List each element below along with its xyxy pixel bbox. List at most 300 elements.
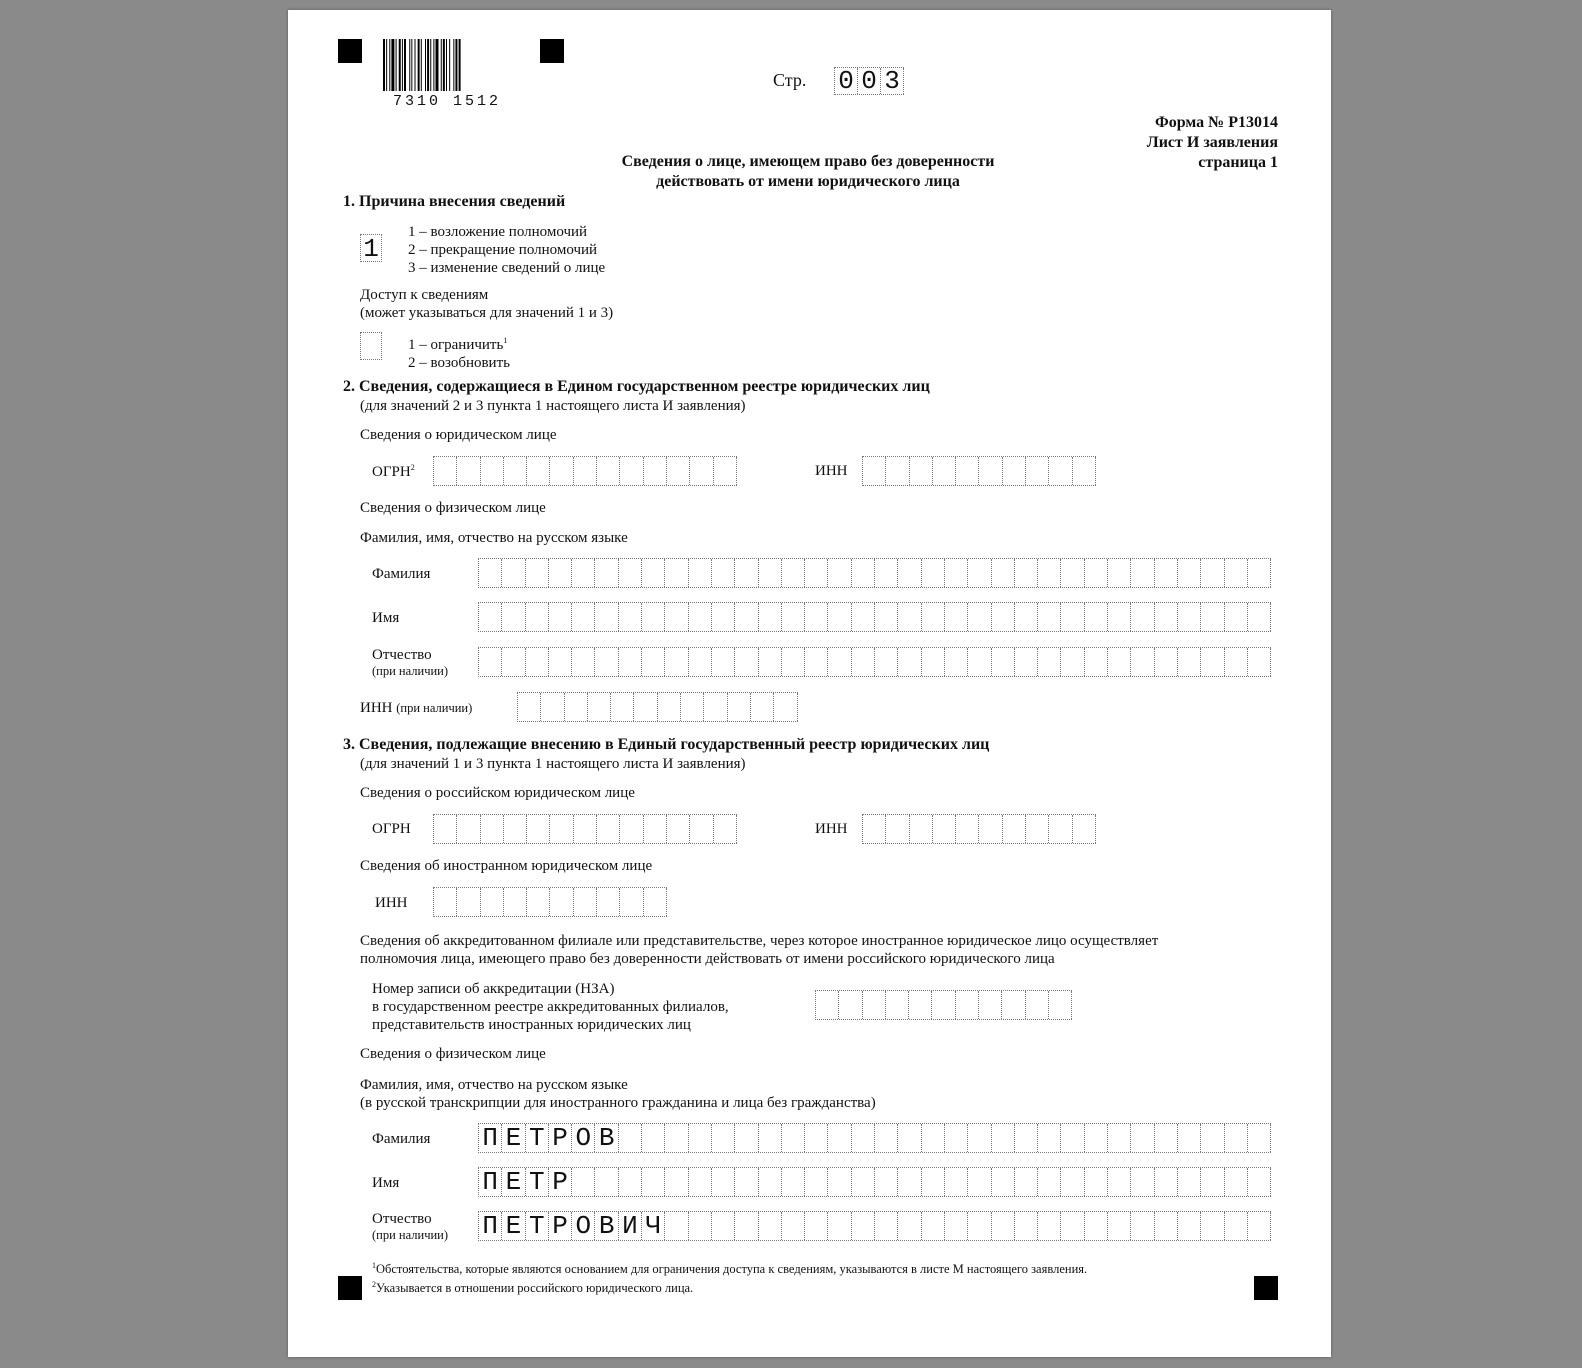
- input-cell[interactable]: [728, 693, 751, 721]
- input-cell[interactable]: [502, 559, 525, 587]
- input-cell[interactable]: [714, 815, 737, 843]
- input-cell[interactable]: [620, 457, 643, 485]
- input-cell[interactable]: [1085, 1124, 1108, 1152]
- input-cell[interactable]: [735, 603, 758, 631]
- input-cell[interactable]: [898, 559, 921, 587]
- input-cell[interactable]: В: [595, 1212, 618, 1240]
- input-cell[interactable]: [875, 1124, 898, 1152]
- input-cell[interactable]: [1248, 603, 1271, 631]
- input-cell[interactable]: [1108, 1168, 1131, 1196]
- input-cell[interactable]: О: [572, 1212, 595, 1240]
- input-cell[interactable]: [1108, 648, 1131, 676]
- input-cell[interactable]: [898, 603, 921, 631]
- input-cell[interactable]: [922, 1212, 945, 1240]
- input-cell[interactable]: [644, 457, 667, 485]
- input-cell[interactable]: [1225, 1124, 1248, 1152]
- input-cell[interactable]: [956, 815, 979, 843]
- input-cell[interactable]: [1038, 559, 1061, 587]
- input-cell[interactable]: Т: [526, 1124, 549, 1152]
- input-cell[interactable]: [541, 693, 564, 721]
- input-cell[interactable]: [1225, 1168, 1248, 1196]
- input-cell[interactable]: [1038, 1168, 1061, 1196]
- input-cell[interactable]: [712, 559, 735, 587]
- input-cell[interactable]: [504, 888, 527, 916]
- section3-ogrn-field[interactable]: [433, 814, 737, 844]
- input-cell[interactable]: [852, 559, 875, 587]
- input-cell[interactable]: [665, 559, 688, 587]
- input-cell[interactable]: [1108, 1124, 1131, 1152]
- input-cell[interactable]: [863, 991, 886, 1019]
- input-cell[interactable]: П: [479, 1168, 502, 1196]
- input-cell[interactable]: [1201, 648, 1224, 676]
- input-cell[interactable]: [689, 1212, 712, 1240]
- input-cell[interactable]: [886, 815, 909, 843]
- section2-ogrn-field[interactable]: [433, 456, 737, 486]
- input-cell[interactable]: [1003, 815, 1026, 843]
- input-cell[interactable]: [1248, 1212, 1271, 1240]
- input-cell[interactable]: [1248, 1124, 1271, 1152]
- section3-nza-field[interactable]: [815, 990, 1072, 1020]
- section2-inn-person-field[interactable]: [517, 692, 798, 722]
- input-cell[interactable]: [1015, 603, 1038, 631]
- input-cell[interactable]: [642, 648, 665, 676]
- input-cell[interactable]: [932, 991, 955, 1019]
- input-cell[interactable]: [457, 888, 480, 916]
- input-cell[interactable]: [1178, 1124, 1201, 1152]
- input-cell[interactable]: [1131, 603, 1154, 631]
- input-cell[interactable]: [712, 1168, 735, 1196]
- input-cell[interactable]: [572, 559, 595, 587]
- input-cell[interactable]: [549, 603, 572, 631]
- input-cell[interactable]: [504, 815, 527, 843]
- input-cell[interactable]: [1131, 1124, 1154, 1152]
- input-cell[interactable]: [1155, 603, 1178, 631]
- input-cell[interactable]: [968, 1124, 991, 1152]
- input-cell[interactable]: [945, 1124, 968, 1152]
- input-cell[interactable]: [1201, 1212, 1224, 1240]
- input-cell[interactable]: [1131, 1168, 1154, 1196]
- input-cell[interactable]: [1049, 815, 1072, 843]
- input-cell[interactable]: [909, 991, 932, 1019]
- input-cell[interactable]: [1015, 1212, 1038, 1240]
- input-cell[interactable]: [992, 648, 1015, 676]
- section3-name-field[interactable]: [478, 1167, 1271, 1197]
- input-cell[interactable]: [945, 559, 968, 587]
- input-cell[interactable]: [1201, 1124, 1224, 1152]
- input-cell[interactable]: [852, 1212, 875, 1240]
- input-cell[interactable]: [933, 457, 956, 485]
- input-cell[interactable]: [910, 815, 933, 843]
- input-cell[interactable]: [642, 603, 665, 631]
- input-cell[interactable]: [1155, 1168, 1178, 1196]
- input-cell[interactable]: [481, 815, 504, 843]
- input-cell[interactable]: [502, 648, 525, 676]
- input-cell[interactable]: [1108, 1212, 1131, 1240]
- input-cell[interactable]: [852, 1124, 875, 1152]
- input-cell[interactable]: [1248, 648, 1271, 676]
- input-cell[interactable]: [518, 693, 541, 721]
- input-cell[interactable]: [875, 603, 898, 631]
- input-cell[interactable]: [565, 693, 588, 721]
- input-cell[interactable]: [634, 693, 657, 721]
- input-cell[interactable]: [735, 1124, 758, 1152]
- input-cell[interactable]: [968, 559, 991, 587]
- input-cell[interactable]: [1026, 815, 1049, 843]
- input-cell[interactable]: [481, 457, 504, 485]
- input-cell[interactable]: [1061, 1168, 1084, 1196]
- input-cell[interactable]: [597, 457, 620, 485]
- input-cell[interactable]: [805, 603, 828, 631]
- input-cell[interactable]: [898, 1168, 921, 1196]
- input-cell[interactable]: [1248, 559, 1271, 587]
- input-cell[interactable]: [898, 1124, 921, 1152]
- input-cell[interactable]: [642, 1124, 665, 1152]
- input-cell[interactable]: [852, 648, 875, 676]
- input-cell[interactable]: [619, 1168, 642, 1196]
- input-cell[interactable]: [588, 693, 611, 721]
- section3-inn-field[interactable]: [862, 814, 1096, 844]
- input-cell[interactable]: [526, 559, 549, 587]
- input-cell[interactable]: [805, 559, 828, 587]
- section3-surname-field[interactable]: [478, 1123, 1271, 1153]
- input-cell[interactable]: [922, 1124, 945, 1152]
- input-cell[interactable]: [968, 1168, 991, 1196]
- input-cell[interactable]: [526, 603, 549, 631]
- input-cell[interactable]: [1248, 1168, 1271, 1196]
- input-cell[interactable]: [1015, 1124, 1038, 1152]
- input-cell[interactable]: [642, 1168, 665, 1196]
- input-cell[interactable]: [1225, 559, 1248, 587]
- input-cell[interactable]: [712, 648, 735, 676]
- input-cell[interactable]: [667, 815, 690, 843]
- section3-foreign-entity-label: Сведения об иностранном юридическом лице: [360, 858, 653, 874]
- section3-foreign-inn-field[interactable]: [433, 887, 667, 917]
- access-code-field[interactable]: [360, 332, 382, 360]
- input-cell[interactable]: [992, 1124, 1015, 1152]
- input-cell[interactable]: [828, 1124, 851, 1152]
- input-cell[interactable]: [968, 1212, 991, 1240]
- input-cell[interactable]: [1085, 648, 1108, 676]
- input-cell[interactable]: [550, 457, 573, 485]
- input-cell[interactable]: [481, 888, 504, 916]
- input-cell[interactable]: [642, 559, 665, 587]
- section2-inn-field[interactable]: [862, 456, 1096, 486]
- section3-patronymic-field[interactable]: [478, 1211, 1271, 1241]
- input-cell[interactable]: [572, 648, 595, 676]
- input-cell[interactable]: [434, 815, 457, 843]
- input-cell[interactable]: [759, 1124, 782, 1152]
- input-cell[interactable]: [910, 457, 933, 485]
- input-cell[interactable]: [805, 1212, 828, 1240]
- input-cell[interactable]: [690, 457, 713, 485]
- input-cell[interactable]: Р: [549, 1168, 572, 1196]
- input-cell[interactable]: [1178, 648, 1201, 676]
- input-cell[interactable]: Т: [526, 1168, 549, 1196]
- input-cell[interactable]: [839, 991, 862, 1019]
- input-cell[interactable]: [597, 815, 620, 843]
- input-cell[interactable]: [1155, 1212, 1178, 1240]
- input-cell[interactable]: [1038, 1124, 1061, 1152]
- input-cell[interactable]: [828, 1168, 851, 1196]
- input-cell[interactable]: [620, 815, 643, 843]
- input-cell[interactable]: [782, 559, 805, 587]
- input-cell[interactable]: [735, 559, 758, 587]
- input-cell[interactable]: [1108, 559, 1131, 587]
- input-cell[interactable]: [574, 815, 597, 843]
- input-cell[interactable]: [574, 457, 597, 485]
- input-cell[interactable]: [922, 559, 945, 587]
- input-cell[interactable]: [665, 648, 688, 676]
- input-cell[interactable]: [1178, 559, 1201, 587]
- input-cell[interactable]: [1131, 559, 1154, 587]
- input-cell[interactable]: [550, 815, 573, 843]
- input-cell[interactable]: [434, 457, 457, 485]
- input-cell[interactable]: [667, 457, 690, 485]
- input-cell[interactable]: [690, 815, 713, 843]
- input-cell[interactable]: [751, 693, 774, 721]
- input-cell[interactable]: [619, 603, 642, 631]
- input-cell[interactable]: [658, 693, 681, 721]
- input-cell[interactable]: [759, 603, 782, 631]
- input-cell[interactable]: [1026, 991, 1049, 1019]
- section2-name-field[interactable]: [478, 602, 1271, 632]
- input-cell[interactable]: [992, 1168, 1015, 1196]
- input-cell[interactable]: [1131, 648, 1154, 676]
- input-cell[interactable]: [1061, 1212, 1084, 1240]
- input-cell[interactable]: [689, 648, 712, 676]
- reason-code-field[interactable]: 1: [360, 234, 382, 262]
- input-cell[interactable]: [689, 559, 712, 587]
- input-cell[interactable]: [479, 559, 502, 587]
- input-cell[interactable]: [689, 1124, 712, 1152]
- input-cell[interactable]: [572, 603, 595, 631]
- input-cell[interactable]: [979, 815, 1002, 843]
- input-cell[interactable]: [595, 603, 618, 631]
- input-cell[interactable]: О: [572, 1124, 595, 1152]
- input-cell[interactable]: [434, 888, 457, 916]
- input-cell[interactable]: [852, 603, 875, 631]
- input-cell[interactable]: [1038, 1212, 1061, 1240]
- input-cell[interactable]: Р: [549, 1124, 572, 1152]
- input-cell[interactable]: [875, 648, 898, 676]
- input-cell[interactable]: [759, 559, 782, 587]
- input-cell[interactable]: И: [619, 1212, 642, 1240]
- input-cell[interactable]: [1178, 1168, 1201, 1196]
- input-cell[interactable]: [619, 648, 642, 676]
- input-cell[interactable]: [875, 559, 898, 587]
- input-cell[interactable]: [1155, 559, 1178, 587]
- input-cell[interactable]: [1061, 559, 1084, 587]
- input-cell[interactable]: [527, 457, 550, 485]
- input-cell[interactable]: [689, 603, 712, 631]
- input-cell[interactable]: [886, 457, 909, 485]
- input-cell[interactable]: [550, 888, 573, 916]
- input-cell[interactable]: [595, 648, 618, 676]
- input-cell[interactable]: [828, 559, 851, 587]
- section3-accredited-line-1: Сведения об аккредитованном филиале или представительстве, через которое иностранное юридическое лицо осуществляет: [360, 933, 1159, 949]
- input-cell[interactable]: [1049, 457, 1072, 485]
- input-cell[interactable]: [665, 1212, 688, 1240]
- input-cell[interactable]: [898, 1212, 921, 1240]
- input-cell[interactable]: [457, 457, 480, 485]
- input-cell[interactable]: Е: [502, 1212, 525, 1240]
- input-cell[interactable]: [956, 991, 979, 1019]
- input-cell[interactable]: [886, 991, 909, 1019]
- input-cell[interactable]: Е: [502, 1124, 525, 1152]
- input-cell[interactable]: [479, 648, 502, 676]
- input-cell[interactable]: [1178, 603, 1201, 631]
- input-cell[interactable]: [644, 815, 667, 843]
- input-cell[interactable]: [665, 1168, 688, 1196]
- input-cell[interactable]: [681, 693, 704, 721]
- input-cell[interactable]: [1073, 815, 1096, 843]
- input-cell[interactable]: [1225, 648, 1248, 676]
- input-cell[interactable]: [992, 603, 1015, 631]
- input-cell[interactable]: [1085, 1212, 1108, 1240]
- input-cell[interactable]: [1108, 603, 1131, 631]
- input-cell[interactable]: [1015, 648, 1038, 676]
- input-cell[interactable]: [1085, 1168, 1108, 1196]
- input-cell[interactable]: [759, 1168, 782, 1196]
- input-cell[interactable]: [527, 888, 550, 916]
- input-cell[interactable]: [712, 1124, 735, 1152]
- input-cell[interactable]: П: [479, 1124, 502, 1152]
- input-cell[interactable]: [502, 603, 525, 631]
- input-cell[interactable]: [597, 888, 620, 916]
- input-cell[interactable]: [945, 648, 968, 676]
- input-cell[interactable]: [1201, 603, 1224, 631]
- input-cell[interactable]: [572, 1168, 595, 1196]
- input-cell[interactable]: [526, 648, 549, 676]
- input-cell[interactable]: [1085, 603, 1108, 631]
- input-cell[interactable]: [898, 648, 921, 676]
- input-cell[interactable]: [863, 457, 886, 485]
- input-cell[interactable]: [945, 1212, 968, 1240]
- input-cell[interactable]: [828, 603, 851, 631]
- input-cell[interactable]: [574, 888, 597, 916]
- input-cell[interactable]: [782, 1124, 805, 1152]
- input-cell[interactable]: [1015, 559, 1038, 587]
- input-cell[interactable]: [1201, 559, 1224, 587]
- input-cell[interactable]: [1201, 1168, 1224, 1196]
- input-cell[interactable]: [782, 603, 805, 631]
- input-cell[interactable]: [1061, 603, 1084, 631]
- input-cell[interactable]: [595, 559, 618, 587]
- input-cell[interactable]: [1155, 648, 1178, 676]
- input-cell[interactable]: В: [595, 1124, 618, 1152]
- input-cell[interactable]: [852, 1168, 875, 1196]
- input-cell[interactable]: [735, 648, 758, 676]
- input-cell[interactable]: [595, 1168, 618, 1196]
- input-cell[interactable]: [759, 1212, 782, 1240]
- input-cell[interactable]: [979, 457, 1002, 485]
- input-cell[interactable]: [619, 1124, 642, 1152]
- input-cell[interactable]: [1225, 603, 1248, 631]
- input-cell[interactable]: [805, 648, 828, 676]
- input-cell[interactable]: [549, 648, 572, 676]
- input-cell[interactable]: Ч: [642, 1212, 665, 1240]
- input-cell[interactable]: [1026, 457, 1049, 485]
- input-cell[interactable]: [922, 603, 945, 631]
- input-cell[interactable]: [619, 559, 642, 587]
- input-cell[interactable]: [774, 693, 797, 721]
- input-cell[interactable]: [863, 815, 886, 843]
- input-cell[interactable]: [712, 1212, 735, 1240]
- input-cell[interactable]: [714, 457, 737, 485]
- input-cell[interactable]: П: [479, 1212, 502, 1240]
- input-cell[interactable]: [992, 559, 1015, 587]
- input-cell[interactable]: [549, 559, 572, 587]
- input-cell[interactable]: [945, 1168, 968, 1196]
- input-cell[interactable]: [933, 815, 956, 843]
- input-cell[interactable]: [504, 457, 527, 485]
- input-cell[interactable]: [1049, 991, 1072, 1019]
- input-cell[interactable]: [968, 648, 991, 676]
- input-cell[interactable]: [1038, 603, 1061, 631]
- input-cell[interactable]: [782, 1212, 805, 1240]
- input-cell[interactable]: [805, 1168, 828, 1196]
- section2-surname-field[interactable]: [478, 558, 1271, 588]
- input-cell[interactable]: [922, 1168, 945, 1196]
- input-cell[interactable]: [1178, 1212, 1201, 1240]
- input-cell[interactable]: [816, 991, 839, 1019]
- input-cell[interactable]: [1003, 457, 1026, 485]
- input-cell[interactable]: [665, 603, 688, 631]
- input-cell[interactable]: [457, 815, 480, 843]
- input-cell[interactable]: [479, 603, 502, 631]
- input-cell[interactable]: [735, 1212, 758, 1240]
- input-cell[interactable]: [828, 648, 851, 676]
- input-cell[interactable]: [1131, 1212, 1154, 1240]
- input-cell[interactable]: [665, 1124, 688, 1152]
- input-cell[interactable]: [828, 1212, 851, 1240]
- input-cell[interactable]: Т: [526, 1212, 549, 1240]
- input-cell[interactable]: [1002, 991, 1025, 1019]
- input-cell[interactable]: [992, 1212, 1015, 1240]
- input-cell[interactable]: [1061, 1124, 1084, 1152]
- input-cell[interactable]: [875, 1168, 898, 1196]
- input-cell[interactable]: [611, 693, 634, 721]
- input-cell[interactable]: [805, 1124, 828, 1152]
- input-cell[interactable]: [782, 648, 805, 676]
- input-cell[interactable]: [1038, 648, 1061, 676]
- input-cell[interactable]: [945, 603, 968, 631]
- input-cell[interactable]: [735, 1168, 758, 1196]
- input-cell[interactable]: [712, 603, 735, 631]
- input-cell[interactable]: [527, 815, 550, 843]
- section2-patronymic-field[interactable]: [478, 647, 1271, 677]
- input-cell[interactable]: [704, 693, 727, 721]
- input-cell[interactable]: [979, 991, 1002, 1019]
- input-cell[interactable]: [782, 1168, 805, 1196]
- input-cell[interactable]: [1073, 457, 1096, 485]
- input-cell[interactable]: [1015, 1168, 1038, 1196]
- input-cell[interactable]: [1225, 1212, 1248, 1240]
- input-cell[interactable]: [1061, 648, 1084, 676]
- input-cell[interactable]: [1155, 1124, 1178, 1152]
- input-cell[interactable]: [875, 1212, 898, 1240]
- input-cell[interactable]: [922, 648, 945, 676]
- input-cell[interactable]: [620, 888, 643, 916]
- input-cell[interactable]: [759, 648, 782, 676]
- input-cell[interactable]: [956, 457, 979, 485]
- input-cell[interactable]: [968, 603, 991, 631]
- input-cell[interactable]: [689, 1168, 712, 1196]
- input-cell[interactable]: Р: [549, 1212, 572, 1240]
- input-cell[interactable]: [1085, 559, 1108, 587]
- input-cell[interactable]: [644, 888, 667, 916]
- input-cell[interactable]: Е: [502, 1168, 525, 1196]
